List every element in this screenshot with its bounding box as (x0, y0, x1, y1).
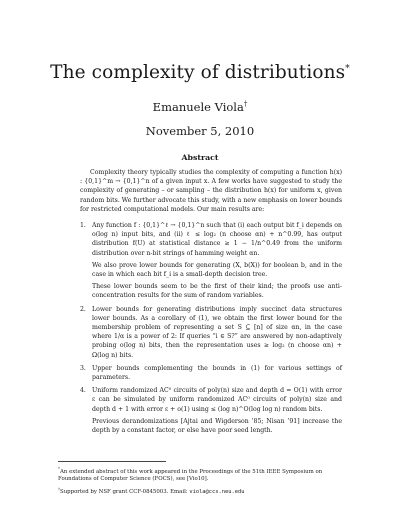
author-text: Emanuele Viola (152, 100, 244, 114)
result-paragraph: These lower bounds seem to be the first of their kind; the proofs use anti-concentration results for the sum of random variables. (92, 283, 342, 300)
result-number: 2. (80, 305, 86, 313)
results-list (80, 221, 342, 439)
result-number: 3. (80, 364, 86, 372)
result-item-3 (80, 364, 342, 382)
result-paragraph: Lower bounds for generating distributions imply succinct data structures lower bounds. As a corollary of (1), we obtain the first lower bound for the membership problem of representing a set S ⊆ [n] of size αn, in the case where 1/α is a power of 2: If queries “i ∈ S?” are answered by non-adaptively probing o(log n) bits, then the representation uses ≥ log₂ (n choose αn) + Ω(log n) bits. (92, 305, 342, 359)
result-paragraph: We also prove lower bounds for generating (X, b(X)) for boolean b, and in the case in which each bit f_i is a small-depth decision tree. (92, 261, 342, 279)
result-paragraph: Upper bounds complementing the bounds in (1) for various settings of parameters. (92, 364, 342, 382)
title-text: The complexity of distributions (50, 62, 346, 83)
result-paragraph: Previous derandomizations [Ajtai and Wigderson ’85; Nisan ’91] increase the depth by a constant factor, or else have poor seed length. (92, 417, 342, 435)
result-item-2 (80, 305, 342, 360)
abstract-heading: Abstract (181, 153, 219, 162)
result-number: 4. (80, 387, 86, 395)
footnote-text: Supported by NSF grant CCF-0845003. Email: (60, 488, 190, 495)
author-name (0, 100, 400, 114)
footnote-2 (58, 485, 344, 496)
footnotes (58, 465, 344, 497)
footnote-text: An extended abstract of this work appeared in the Proceedings of the 51th IEEE Symposium on Foundations of Computer Science (FOCS), see [Vio10]. (58, 468, 323, 483)
result-item-1 (80, 221, 342, 301)
result-item-4 (80, 386, 342, 435)
author-email[interactable]: viola@ccs.neu.edu (189, 488, 245, 495)
footnote-mark: * (58, 466, 60, 471)
title-footnote-mark: * (345, 63, 350, 74)
result-number: 1. (80, 222, 86, 229)
author-footnote-mark: † (243, 100, 248, 109)
footnote-divider (58, 461, 166, 462)
paper-title (0, 62, 400, 83)
abstract-intro: Complexity theory typically studies the complexity of computing a function h(x) : {0,1}^m → {0,1}^n of a given input x. A few works have suggested to study the complexity of generating – or sampling – the distribution h(x) for uniform x, given random bits. We further advocate this study, with a new emphasis on lower bounds for restricted computational models. Our main results are: (80, 169, 342, 213)
result-paragraph: Any function f : {0,1}^ℓ → {0,1}^n such that (i) each output bit f_i depends on o(log n) input bits, and (ii) ℓ ≤ log₂ (n choose αn) + n^0.99, has output distribution f(U) at statistical distance ≥ 1 − 1/n^0.49 from the uniform distribution over n-bit strings of hamming weight αn. (92, 222, 342, 257)
footnote-1 (58, 465, 344, 484)
footnote-mark: † (58, 485, 60, 491)
result-paragraph: Uniform randomized AC⁰ circuits of poly(n) size and depth d = O(1) with error ε can be simulated by uniform randomized AC⁰ circuits of poly(n) size and depth d + 1 with error ε + o(1) using ≤ (log n)^O(log log n) random bits. (92, 387, 342, 413)
paper-date: November 5, 2010 (145, 124, 255, 138)
